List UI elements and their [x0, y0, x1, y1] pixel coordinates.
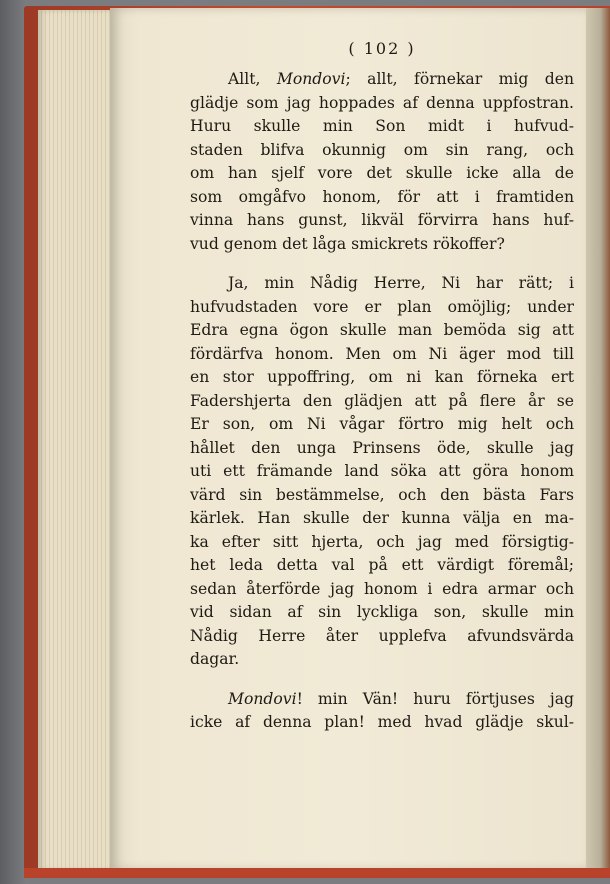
- text-line: het leda detta val på ett värdigt föremål;: [190, 556, 574, 574]
- text-line: fördärfva honom. Men om Ni äger mod till: [190, 344, 574, 363]
- text-line: sedan återförde jag honom i edra armar och: [190, 579, 574, 598]
- text-line: vud genom det låga smickrets rökoffer?: [190, 234, 505, 253]
- text-line: hufvudstaden vore er plan omöjlig; under: [190, 297, 574, 316]
- text-line: som omgåfvo honom, för att i framtiden: [190, 187, 574, 206]
- paragraph-3: [190, 688, 574, 735]
- page-number-header: ( 102 ): [348, 39, 416, 58]
- page-text: [190, 36, 574, 735]
- cover-bottom-edge: [24, 868, 610, 878]
- text-line: icke af denna plan! med hvad glädje skul-: [190, 713, 574, 731]
- text-line: vinna hans gunst, likväl förvirra hans huf-: [190, 211, 574, 229]
- text-line: uti ett främande land söka att göra honom: [190, 462, 574, 480]
- page-right-edge: [586, 8, 610, 870]
- text-line: glädje som jag hoppades af denna uppfostran.: [190, 93, 574, 112]
- text-line: Er son, om Ni vågar förtro mig helt och: [190, 415, 574, 433]
- text-line: ka efter sitt hjerta, och jag med försigtig-: [190, 532, 574, 551]
- text-line: dagar.: [190, 650, 240, 668]
- text-line: kärlek. Han skulle der kunna välja en ma-: [190, 509, 574, 527]
- paragraph-2: [190, 272, 574, 672]
- page-stack: [38, 10, 113, 870]
- text-line: om han sjelf vore det skulle icke alla de: [190, 164, 574, 182]
- text-line: Mondovi! min Vän! huru förtjuses jag: [228, 689, 574, 708]
- text-line: Ja, min Nådig Herre, Ni har rätt; i: [228, 274, 574, 292]
- background-shadow: [0, 0, 26, 884]
- text-line: hållet den unga Prinsens öde, skulle jag: [190, 438, 574, 457]
- text-line: en stor uppoffring, om ni kan förneka ert: [190, 368, 574, 386]
- text-line: vid sidan af sin lyckliga son, skulle min: [190, 603, 574, 621]
- text-line: Nådig Herre åter upplefva afvundsvärda: [190, 626, 574, 645]
- text-line: värd sin bestämmelse, och den bästa Fars: [190, 485, 574, 504]
- text-line: Edra egna ögon skulle man bemöda sig att: [190, 321, 574, 339]
- text-line: staden blifva okunnig om sin rang, och: [190, 140, 574, 159]
- text-line: Fadershjerta den glädjen att på flere år se: [190, 391, 574, 410]
- text-line: Allt, Mondovi; allt, förnekar mig den: [228, 70, 575, 88]
- text-line: Huru skulle min Son midt i hufvud-: [190, 117, 574, 135]
- paragraph-1: [190, 68, 574, 256]
